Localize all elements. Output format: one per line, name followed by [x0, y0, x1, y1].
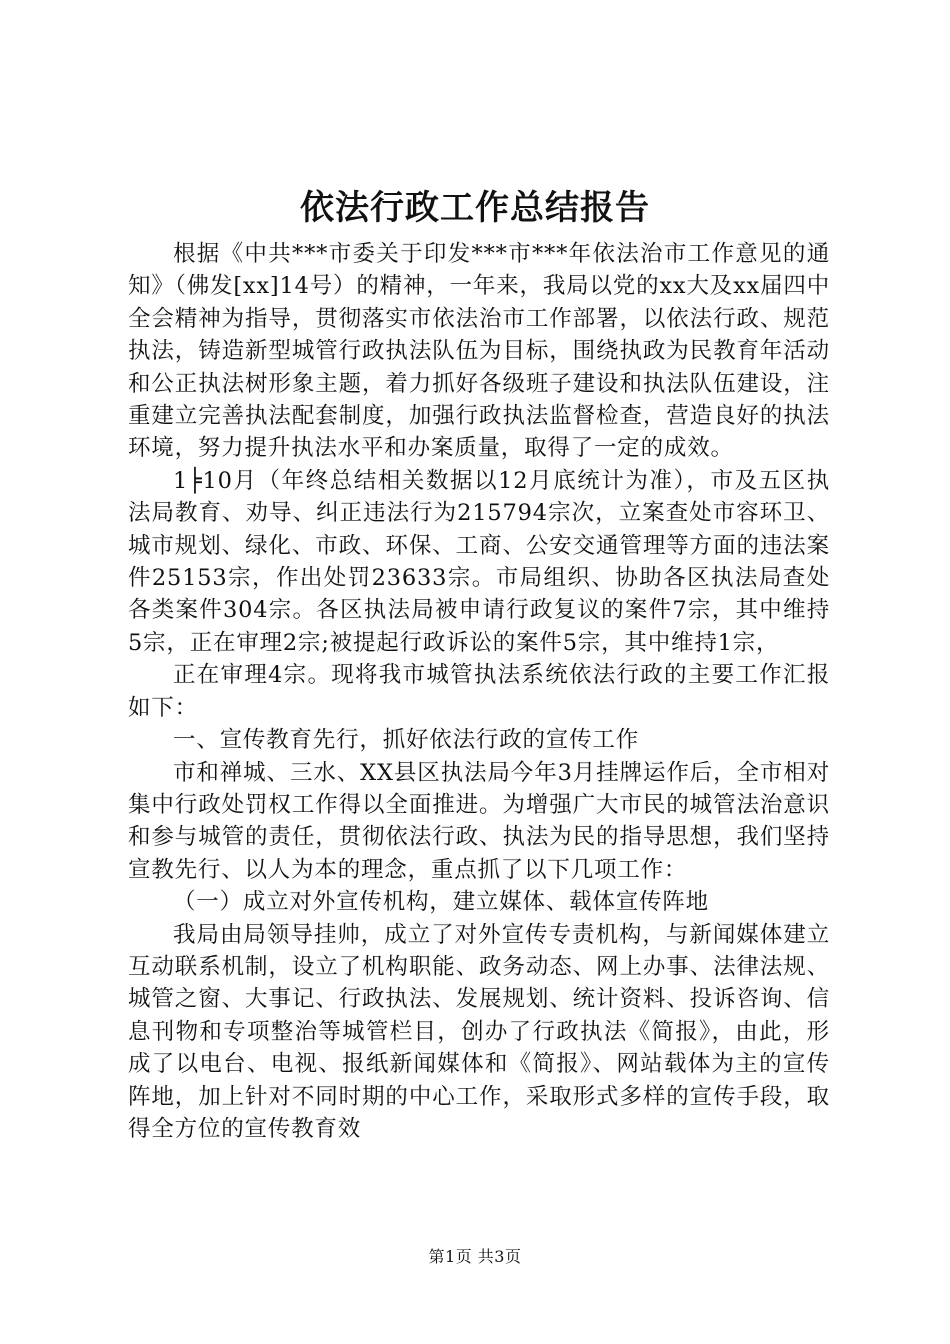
paragraph-statistics: 1╞10月（年终总结相关数据以12月底统计为准），市及五区执法局教育、劝导、纠正违法行为215794宗次，立案查处市容环卫、城市规划、绿化、市政、环保、工商、公安交通管理等方面的违法案件25153宗，作出处罚23633宗。市局组织、协助各区执法局查处各类案件304宗。各区执法局被申请行政复议的案件7宗，其中维持5宗，正在审理2宗;被提起行政诉讼的案件5宗，其中维持1宗， — [128, 467, 830, 656]
document-title: 依法行政工作总结报告 — [300, 188, 650, 228]
page-footer: 第1页 共3页 — [428, 1247, 522, 1266]
subsection-heading-1: （一）成立对外宣传机构，建立媒体、载体宣传阵地 — [173, 889, 709, 916]
section-heading-1: 一、宣传教育先行，抓好依法行政的宣传工作 — [173, 727, 640, 754]
paragraph-subsection-1: 我局由局领导挂帅，成立了对外宣传专责机构，与新闻媒体建立互动联系机制，设立了机构职能、政务动态、网上办事、法律法规、城管之窗、大事记、行政执法、发展规划、统计资料、投诉咨询、信息刊物和专项整治等城管栏目，创办了行政执法《简报》，由此，形成了以电台、电视、报纸新闻媒体和《简报》、网站载体为主的宣传阵地，加上针对不同时期的中心工作，采取形式多样的宣传手段，取得全方位的宣传教育效 — [128, 921, 830, 1142]
paragraph-intro: 根据《中共***市委关于印发***市***年依法治市工作意见的通知》（佛发[xx]14号）的精神，一年来，我局以党的xx大及xx届四中全会精神为指导，贯彻落实市依法治市工作部署，以依法行政、规范执法，铸造新型城管行政执法队伍为目标，围绕执政为民教育年活动和公正执法树形象主题，着力抓好各级班子建设和执法队伍建设，注重建立完善执法配套制度，加强行政执法监督检查，营造良好的执法环境，努力提升执法水平和办案质量，取得了一定的成效。 — [128, 241, 830, 462]
paragraph-report-intro: 正在审理4宗。现将我市城管执法系统依法行政的主要工作汇报如下： — [128, 662, 830, 721]
paragraph-section-1: 市和禅城、三水、XX县区执法局今年3月挂牌运作后，全市相对集中行政处罚权工作得以全面推进。为增强广大市民的城管法治意识和参与城管的责任，贯彻依法行政、执法为民的指导思想，我们坚持宣教先行、以人为本的理念，重点抓了以下几项工作： — [128, 759, 830, 883]
document-body — [128, 238, 830, 1145]
